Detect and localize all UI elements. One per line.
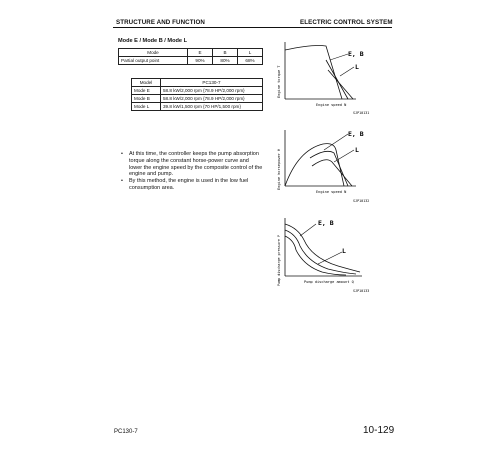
bullet-text: At this time, the controller keeps the pump absorption torque along the constant horse-power curve and lower the engine speed by the composite control of the engine and pump. <box>129 151 263 178</box>
graph2-ylabel: Engine horsepower H <box>277 148 281 190</box>
section-title: Mode E / Mode B / Mode L <box>118 38 187 44</box>
graph3-curve-l <box>285 236 346 275</box>
table1-header-l: L <box>238 49 263 57</box>
bullet-dot-icon: • <box>121 151 123 157</box>
table1-value-b: 80% <box>213 57 238 65</box>
table1-header-e: E <box>188 49 213 57</box>
header-rule <box>113 27 392 28</box>
graph2-code: SJP10132 <box>353 199 370 203</box>
graph1-leader-eb <box>330 54 348 60</box>
table2-header-pc: PC130-7 <box>161 79 263 87</box>
graph3-label-eb: E, B <box>318 219 334 227</box>
graph2-xlabel: Engine speed N <box>316 190 347 194</box>
graph1-curve-eb <box>285 46 342 100</box>
graph3-leader-l <box>318 252 342 264</box>
model-output-table <box>131 78 263 111</box>
partial-output-table <box>118 48 263 65</box>
table1-header-b: B <box>213 49 238 57</box>
table1-row-label: Partial output point <box>119 57 188 65</box>
table2-row-mode-e: Mode E <box>132 87 161 95</box>
graph2-label-eb: E, B <box>348 130 364 138</box>
bullet-list <box>121 151 263 192</box>
header-left: STRUCTURE AND FUNCTION <box>116 19 205 26</box>
graph2-leader-eb <box>324 134 348 150</box>
table1-value-e: 90% <box>188 57 213 65</box>
graph1-curve-eb2 <box>326 60 348 99</box>
graph3-xlabel: Pump discharge amount Q <box>304 280 354 284</box>
table1-value-l: 68% <box>238 57 263 65</box>
graph2-curve-eb <box>285 144 344 186</box>
graph3-label-l: L <box>342 247 346 255</box>
bullet-item <box>121 151 263 178</box>
graph3-curve-eb <box>285 224 360 272</box>
graph2-label-l: L <box>355 146 359 154</box>
bullet-text: By this method, the engine is used in the low fuel consumption area. <box>129 178 249 191</box>
graph3-code: SJP10133 <box>353 289 370 293</box>
bullet-dot-icon: • <box>121 178 123 185</box>
graph1-xlabel: Engine speed N <box>316 103 347 107</box>
graph3-ylabel: Pump discharge pressure P <box>277 234 281 286</box>
table2-row-mode-b: Mode B <box>132 95 161 103</box>
table2-value-mode-l: 39.8 kW/1,500 rpm {70 HP/1,500 rpm} <box>161 103 263 111</box>
table2-value-mode-b: 58.8 kW/2,000 rpm {78.9 HP/2,000 rpm} <box>161 95 263 103</box>
graph1-leader-l <box>340 67 354 76</box>
engine-horsepower-graph <box>268 128 386 208</box>
engine-torque-graph <box>268 40 386 120</box>
footer-model: PC130-7 <box>114 429 138 435</box>
bullet-item <box>121 178 263 192</box>
table1-header-mode: Mode <box>119 49 188 57</box>
table2-header-model: Model <box>132 79 161 87</box>
footer-page-number: 10-129 <box>363 425 395 436</box>
graph1-label-eb: E, B <box>348 50 364 58</box>
header-right: ELECTRIC CONTROL SYSTEM <box>300 19 393 26</box>
graph1-code: SJP10131 <box>353 111 370 115</box>
pump-discharge-graph <box>268 216 386 298</box>
graph1-label-l: L <box>355 63 359 71</box>
graph1-ylabel: Engine torque T <box>277 65 281 98</box>
table2-row-mode-l: Mode L <box>132 103 161 111</box>
table2-value-mode-e: 58.8 kW/2,000 rpm {78.9 HP/2,000 rpm} <box>161 87 263 95</box>
graph3-leader-eb <box>300 224 316 236</box>
graph2-curve-eb2 <box>310 151 348 186</box>
